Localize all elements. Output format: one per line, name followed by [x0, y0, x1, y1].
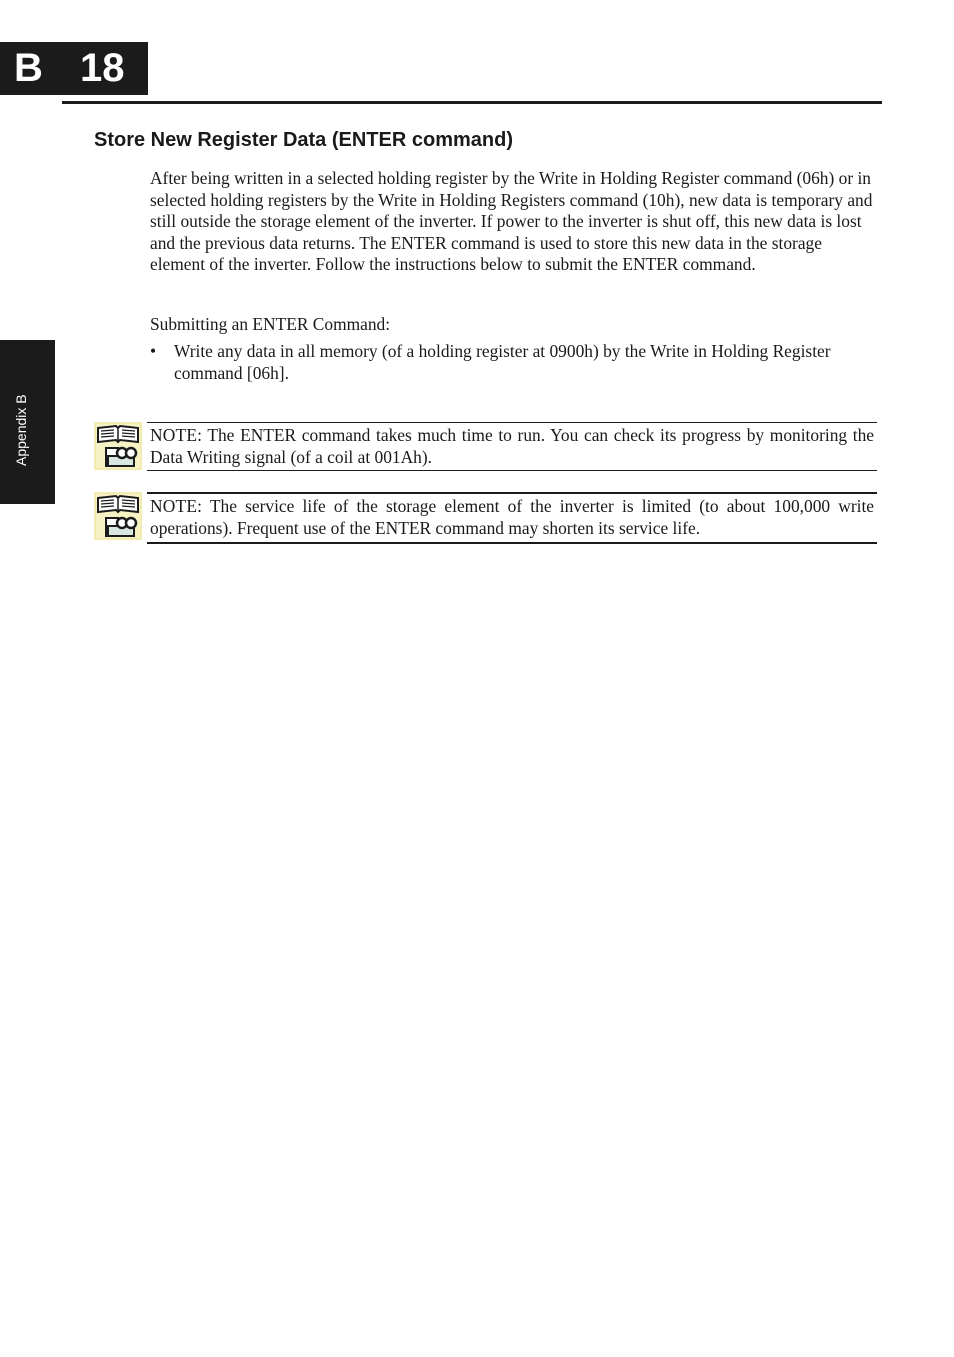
- subheading: Submitting an ENTER Command:: [150, 314, 391, 334]
- note-book-magnifier-icon: [94, 422, 142, 470]
- note-body: : The ENTER command takes much time to run. You can check its progress by monitoring the Data Writing signal (of a coil at 001Ah).: [150, 425, 874, 467]
- note-box: [147, 492, 877, 544]
- page-number: 18: [80, 46, 125, 90]
- bullet-list: [150, 341, 878, 384]
- bullet-icon: •: [150, 341, 157, 361]
- note-1: [94, 422, 878, 472]
- list-item: [150, 341, 878, 384]
- note-body: : The service life of the storage element of the inverter is limited (to about 100,000 write operations). Frequent use of the ENTER command may shorten its service life.: [150, 496, 874, 538]
- note-book-magnifier-icon: [94, 492, 142, 540]
- note-text: [147, 494, 877, 541]
- note-text: [147, 423, 877, 470]
- bullet-text: Write any data in all memory (of a holding register at 0900h) by the Write in Holding Register command [06h].: [174, 341, 831, 383]
- section-letter: B: [14, 46, 43, 90]
- note-2: [94, 492, 878, 542]
- appendix-side-label: Appendix B: [13, 394, 29, 466]
- note-label: NOTE: [150, 496, 198, 516]
- header-rule: [62, 101, 882, 104]
- page-tab: [0, 42, 148, 95]
- section-heading: Store New Register Data (ENTER command): [94, 129, 513, 151]
- note-box: [147, 422, 877, 471]
- section-paragraph: After being written in a selected holding register by the Write in Holding Register command (06h) or in selected holding registers by the Write in Holding Registers command (10h), new data is temporary and still outside the storage element of the inverter. If power to the inverter is shut off, this new data is lost and the previous data returns. The ENTER command is used to store this new data in the storage element of the inverter. Follow the instructions below to submit the ENTER command.: [150, 168, 873, 275]
- note-label: NOTE: [150, 425, 198, 445]
